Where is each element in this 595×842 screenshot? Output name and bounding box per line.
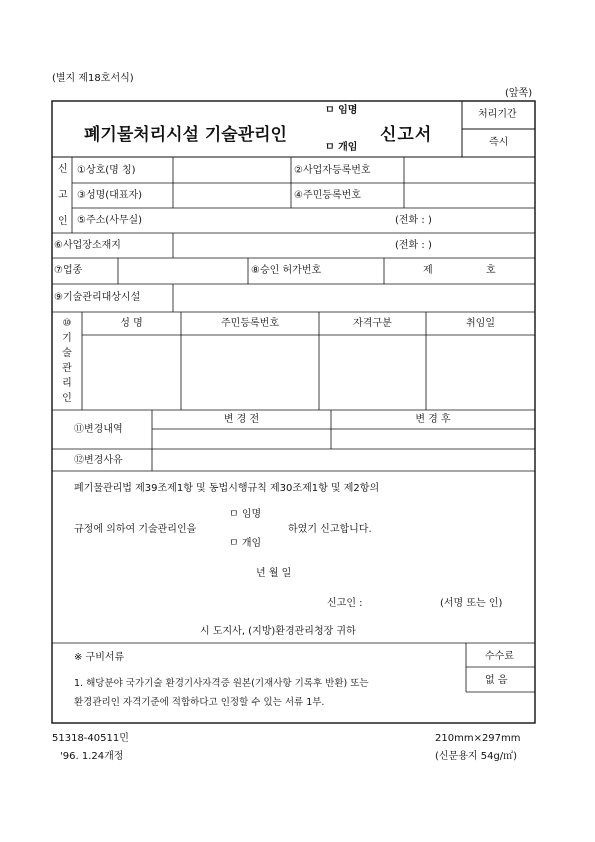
tech-manager-qualification-field[interactable]: [320, 336, 425, 409]
tech-manager-col-qualification: 자격구분: [353, 318, 392, 329]
title-option-dismiss[interactable]: ㅁ 개임: [325, 142, 358, 153]
change-details-label: ⑪변경내역: [74, 424, 123, 435]
trade-name-label: ①상호(명 칭): [77, 165, 136, 176]
tech-manager-start-date-field[interactable]: [427, 336, 534, 409]
fee-value: 없 음: [485, 675, 508, 686]
tech-manager-group-char-4: 관: [62, 363, 72, 374]
declaration-option-dismiss[interactable]: ㅁ 개임: [229, 538, 262, 549]
form-title-suffix: 신고서: [380, 125, 433, 145]
reporter-sign-label: 신고인 :: [327, 598, 363, 609]
change-after-header: 변 경 후: [415, 414, 451, 425]
change-reason-field[interactable]: [153, 450, 534, 470]
reporter-group-char-3: 인: [58, 216, 68, 227]
addressee: 시 도지사, (지방)환경관리청장 귀하: [200, 626, 356, 637]
reporter-group-char-2: 고: [58, 190, 68, 201]
form-revision: '96. 1.24개정: [60, 751, 124, 762]
required-documents-title: ※ 구비서류: [74, 652, 125, 663]
page-side-label: (앞쪽): [505, 88, 533, 99]
tech-manager-col-name: 성 명: [120, 318, 143, 329]
title-option-appoint[interactable]: ㅁ 임명: [325, 105, 358, 116]
phone-label-1[interactable]: (전화 : ): [395, 215, 432, 226]
address-field[interactable]: [174, 209, 394, 232]
change-after-field[interactable]: [332, 430, 534, 448]
approval-no-label: ⑧승인 허가번호: [251, 265, 322, 276]
tech-manager-group-char-5: 리: [62, 378, 72, 389]
business-reg-no-field[interactable]: [405, 158, 534, 182]
tech-manager-group-char-1: ⑩: [62, 318, 72, 329]
trade-name-field[interactable]: [174, 158, 290, 182]
declaration-option-appoint[interactable]: ㅁ 임명: [229, 509, 262, 520]
processing-period-value: 즉시: [489, 137, 509, 148]
address-label: ⑤주소(사무실): [77, 215, 143, 226]
tech-manager-group-char-3: 술: [62, 348, 72, 359]
form-number: (별지 제18호서식): [52, 73, 134, 84]
site-location-label: ⑥사업장소재지: [54, 240, 121, 251]
change-before-field[interactable]: [153, 430, 330, 448]
approval-no-prefix: 제: [423, 265, 433, 276]
signature-note: (서명 또는 인): [440, 598, 503, 609]
facility-label: ⑨기술관리대상시설: [54, 292, 141, 303]
paper-size: 210mm×297mm: [435, 733, 521, 744]
tech-manager-resident-no-field[interactable]: [182, 336, 318, 409]
change-before-header: 변 경 전: [223, 414, 260, 425]
business-type-label: ⑦업종: [54, 265, 83, 276]
declaration-date[interactable]: 년 월 일: [256, 568, 292, 579]
form-code: 51318-40511민: [52, 733, 129, 744]
approval-no-suffix: 호: [486, 265, 496, 276]
facility-field[interactable]: [174, 285, 534, 311]
required-document-1-line-1: 1. 해당분야 국가기술 환경기사자격증 원본(기재사항 기록후 반환) 또는: [74, 678, 369, 689]
declaration-line-2: 규정에 의하여 기술관리인을: [74, 524, 197, 535]
tech-manager-col-resident-no: 주민등록번호: [221, 318, 279, 329]
business-reg-no-label: ②사업자등록번호: [294, 165, 371, 176]
processing-period-label: 처리기간: [478, 109, 517, 120]
reporter-sign-field[interactable]: [375, 592, 435, 612]
declaration-line-1: 폐기물관리법 제39조제1항 및 동법시행규칙 제30조제1항 및 제2항의: [74, 483, 380, 494]
tech-manager-name-field[interactable]: [83, 336, 180, 409]
phone-label-2[interactable]: (전화 : ): [395, 240, 432, 251]
resident-no-label: ④주민등록번호: [294, 190, 361, 201]
business-type-field[interactable]: [119, 259, 247, 283]
declaration-line-2-end: 하였기 신고합니다.: [288, 524, 372, 535]
change-reason-label: ⑫변경사유: [74, 455, 123, 466]
resident-no-field[interactable]: [405, 184, 534, 207]
tech-manager-col-start-date: 취임일: [466, 318, 495, 329]
fee-label: 수수료: [485, 651, 514, 662]
site-location-field[interactable]: [174, 234, 394, 257]
name-label: ③성명(대표자): [77, 190, 143, 201]
required-document-1-line-2: 환경관리인 자격기준에 적합하다고 인정할 수 있는 서류 1부.: [74, 697, 325, 708]
reporter-group-char-1: 신: [58, 164, 68, 175]
tech-manager-group-char-6: 인: [62, 393, 72, 404]
form-title: 폐기물처리시설 기술관리인: [84, 125, 287, 145]
name-field[interactable]: [174, 184, 290, 207]
tech-manager-group-char-2: 기: [62, 333, 72, 344]
paper-type: (신문용지 54g/㎡): [435, 751, 518, 762]
